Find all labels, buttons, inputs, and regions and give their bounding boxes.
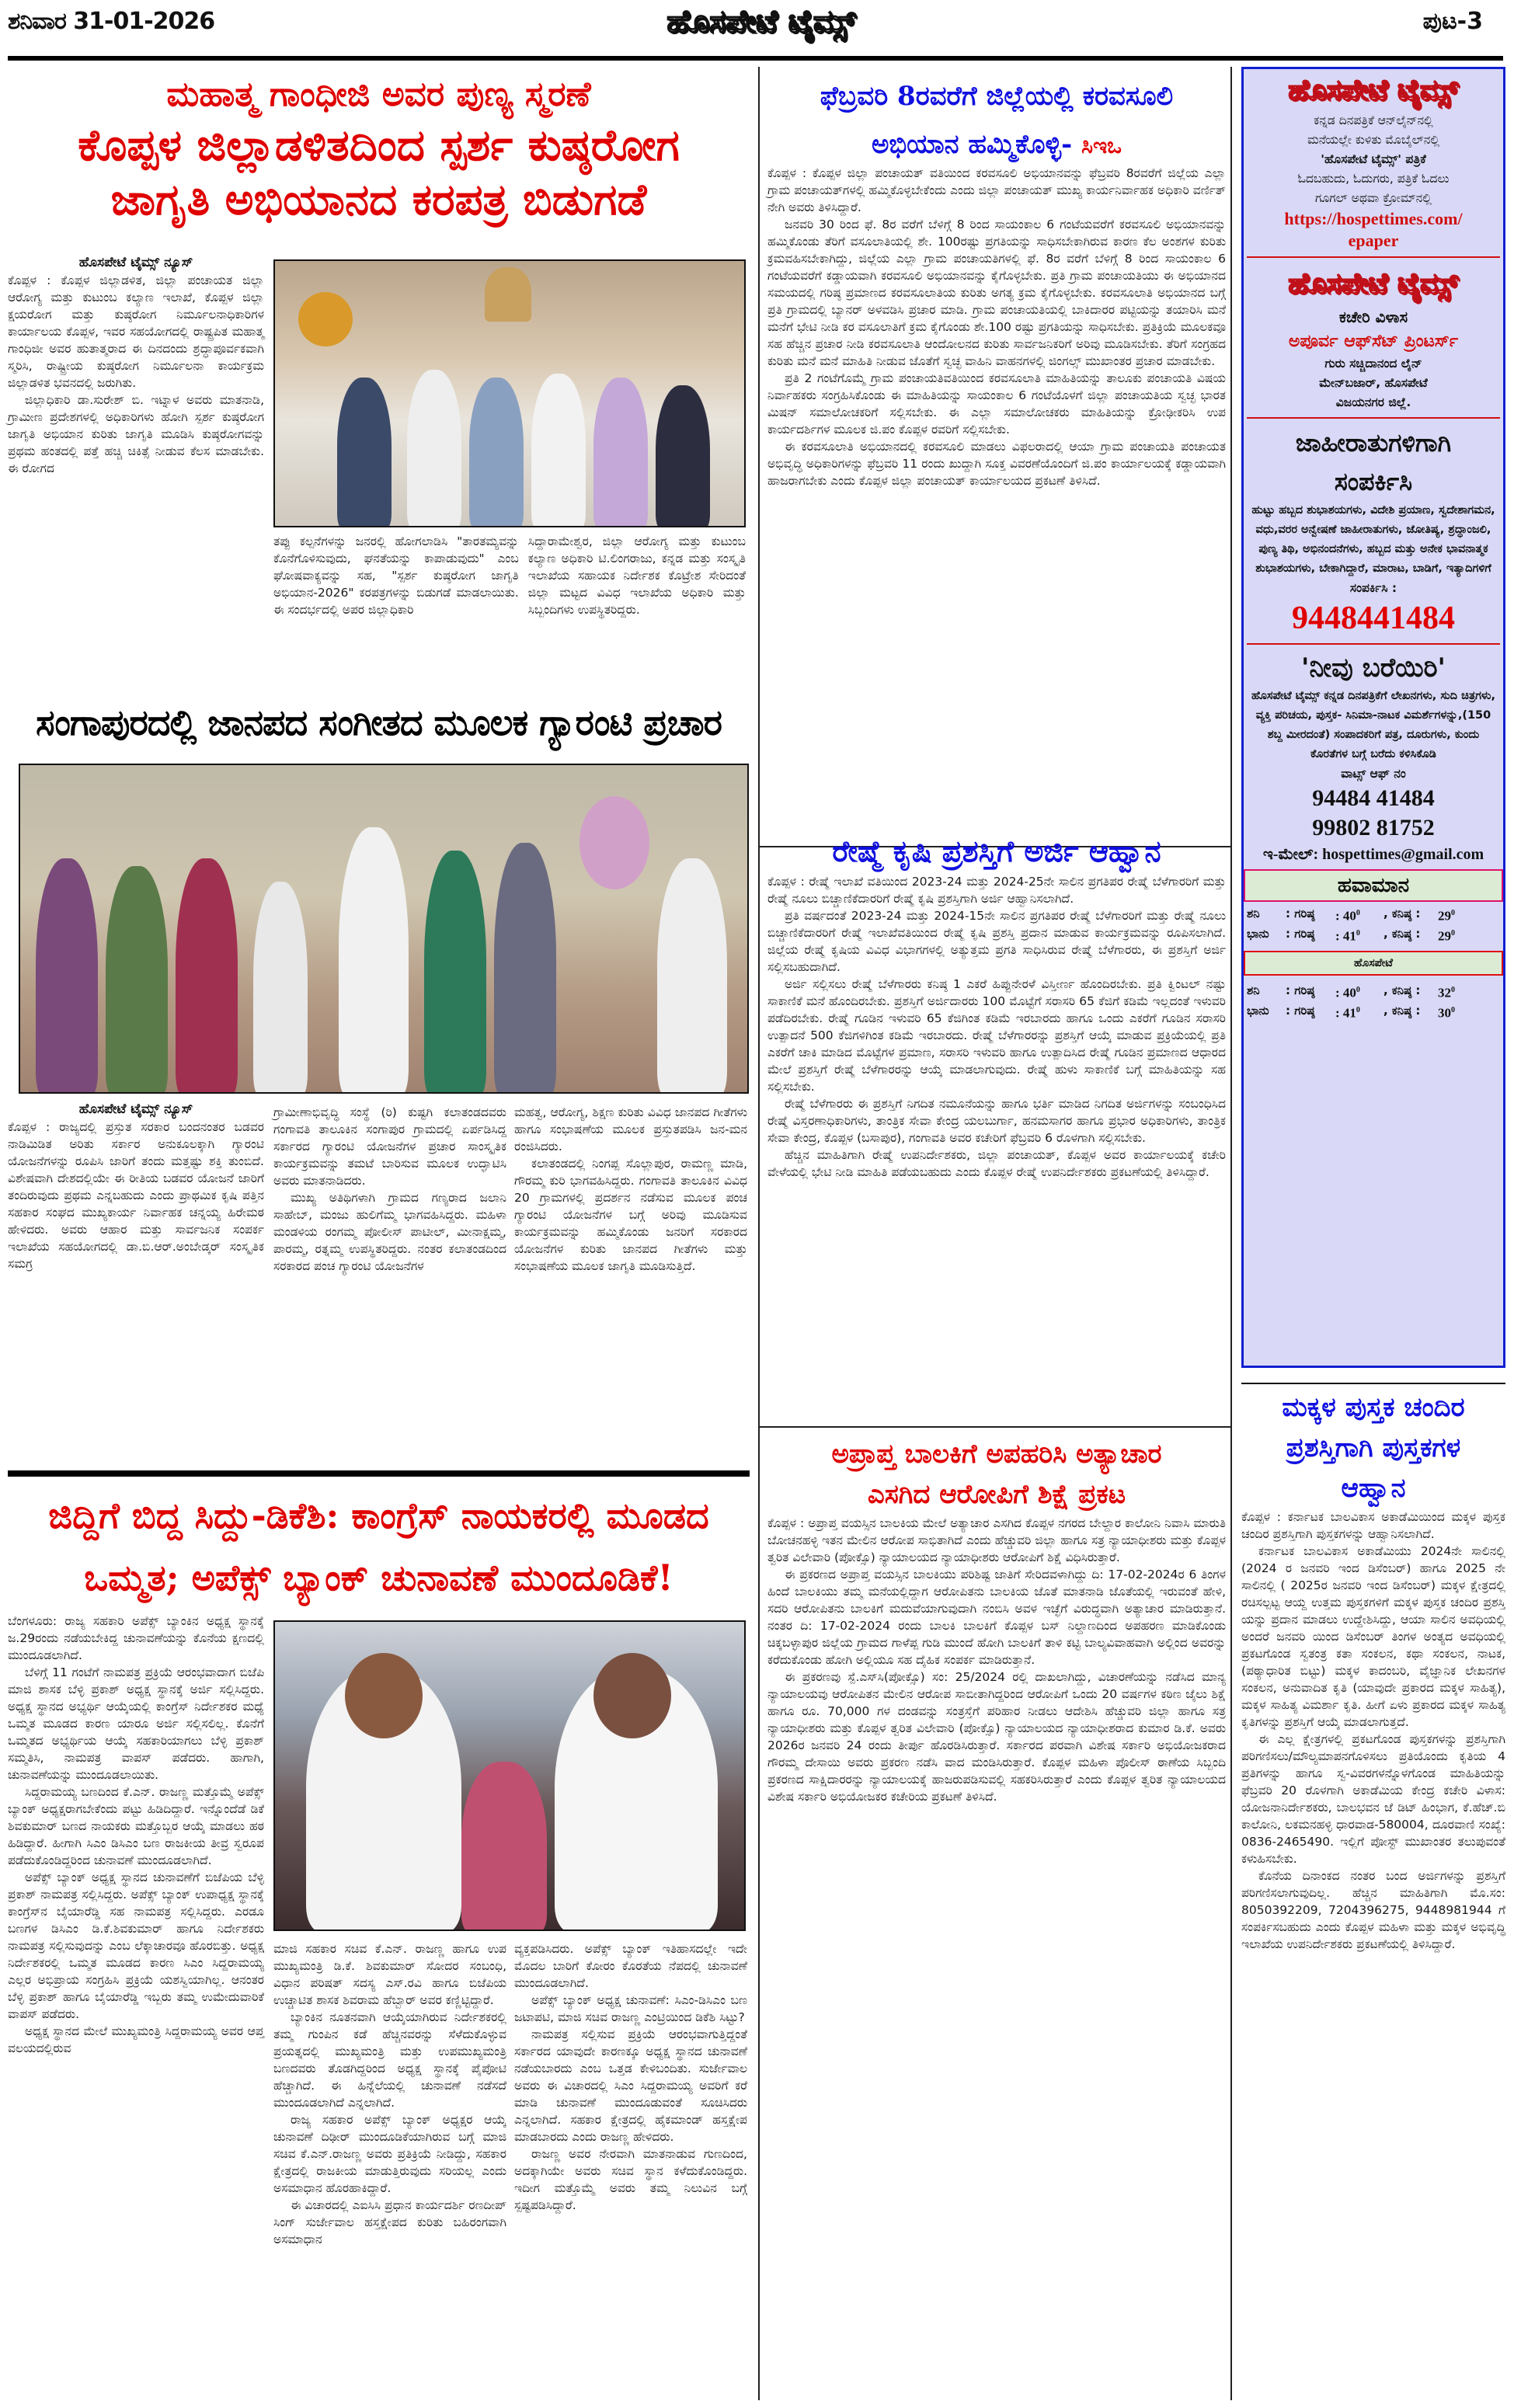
weather-max-value: : 40 (1335, 908, 1356, 924)
story-paragraph: ಈ ವಿಚಾರದಲ್ಲಿ ಎಐಸಿಸಿ ಪ್ರಧಾನ ಕಾರ್ಯದರ್ಶಿ ರಣದೀಪ್ ಸಿಂಗ್ ಸುರ್ಜೇವಾಲ ಹಸ್ತಕ್ಷೇಪದ ಕುರಿತು ಬಹಿರಂಗವಾಗಿ ಅಸಮಾಧಾನ (273, 2198, 506, 2246)
headline-tag: ಸಿಇಒ (1081, 133, 1122, 158)
degree-sign: 0 (1356, 986, 1360, 995)
story-column (8, 1613, 264, 2057)
weather-row (1244, 905, 1503, 925)
story-photo (273, 259, 746, 527)
story-column (514, 1940, 747, 2214)
section-rule (8, 1474, 750, 1477)
story-paragraph: ಸಿದ್ದಾರಾಮೇಶ್ವರ, ಜಿಲ್ಲಾ ಆರೋಗ್ಯ ಮತ್ತು ಕುಟುಂಬ ಕಲ್ಯಾಣ ಅಧಿಕಾರಿ ಟಿ.ಲಿಂಗರಾಜು, ಕನ್ನಡ ಮತ್ತು ಸಂಸ್ಕೃತಿ ಇಲಾಖೆಯ ಸಹಾಯಕ ನಿರ್ದೇಶಕ ಕೊಟ್ರೇಶ ಸೇರಿದಂತೆ ಜಿಲ್ಲಾ ಮಟ್ಟದ ವಿವಿಧ ಇಲಾಖೆಯ ಅಧಿಕಾರಿ ಮತ್ತು ಸಿಬ್ಬಂದಿಗಳು ಉಪಸ್ಥಿತರಿದ್ದರು. (527, 534, 746, 617)
story-photo (19, 764, 749, 1094)
story-paragraph: ಕೊಪ್ಪಳ : ರಾಜ್ಯದಲ್ಲಿ ಪ್ರಸ್ತುತ ಸರಕಾರ ಬಂದನಂತರ ಬಡವರ ನಾಡಿಮಿಡಿತ ಅರಿತು ಸರ್ಕಾರ ಅನುಕೂಲಕ್ಕಾಗಿ ಗ್ಯಾರಂಟಿ ಯೋಜನೆಗಳನ್ನು ರೂಪಿಸಿ ಜಾರಿಗೆ ತಂದು ಮತ್ತಷ್ಟು ಶಕ್ತಿ ತುಂಬಿದೆ. ವಿಶೇಷವಾಗಿ ದೇಶದಲ್ಲಿಯೇ ಈ ರೀತಿಯ ಬಡವರ ಯೋಜನೆ ಜಾರಿಗೆ ತಂದಿರುವುದು ಪ್ರಥಮ ಎನ್ನಬಹುದು ಎಂದು ಪ್ರಾಥಮಿಕ ಕೃಷಿ ಪತ್ತಿನ ಸಹಕಾರ ಸಂಘದ ಮುಖ್ಯಕಾರ್ಯ ನಿರ್ವಾಹಕ ಚನ್ನಯ್ಯ ಹಿರೇಮಠ ಹೇಳಿದರು. ಅವರು ಆಹಾರ ಮತ್ತು ಸಾರ್ವಜನಿಕ ಸಂಪರ್ಕ ಇಲಾಖೆಯ ಸಹಯೋಗದಲ್ಲಿ ಡಾ.ಬಿ.ಆರ್.ಅಂಬೇಡ್ಕರ್ ಸಂಸ್ಕೃತಿಕ ಸಮಗ್ರ (8, 1120, 264, 1271)
story-headline: ಮಕ್ಕಳ ಪುಸ್ತಕ ಚಂದಿರ (1282, 1392, 1465, 1423)
ad-line: ಗೂಗಲ್ ಅಥವಾ ಕ್ರೋಮ್‌ನಲ್ಲಿ (1315, 191, 1432, 205)
address-line: ಗುರು ಸಚ್ಚಿದಾನಂದ ಲೈನ್ (1324, 357, 1422, 371)
story-paragraph: ಅಪೆಕ್ಸ್ ಬ್ಯಾಂಕ್ ಅಧ್ಯಕ್ಷ ಸ್ಥಾನದ ಚುನಾವಣೆಗೆ ಬಿಜೆಪಿಯ ಬೆಳ್ಳಿ ಪ್ರಕಾಶ್ ನಾಮಪತ್ರ ಸಲ್ಲಿಸಿದ್ದರು. ಅಪೆಕ್ಸ್ ಬ್ಯಾಂಕ್ ಉಪಾಧ್ಯಕ್ಷ ಸ್ಥಾನಕ್ಕೆ ಕಾಂಗ್ರೆಸ್‌ನ ಬೈಯಾರೆಡ್ಡಿ ಸಹ ನಾಮಪತ್ರ ಸಲ್ಲಿಸಿದ್ದರು. ಎರಡೂ ಬಣಗಳ ಡಿಸಿಎಂ ಡಿ.ಕೆ.ಶಿವಕುಮಾರ್ ಹಾಗೂ ನಿರ್ದೇಶಕರು ನಾಮಪತ್ರ ಸಲ್ಲಿಸುವುದನ್ನು ಎಂಬ ಲೆಕ್ಕಾಚಾರವೂ ಹೊರಬಿತ್ತು. ಅಧ್ಯಕ್ಷ ನಿರ್ದೇಶಕರಲ್ಲಿ ಒಮ್ಮತ ಮೂಡದ ಕಾರಣ ಸಿಎಂ ಸಿದ್ದರಾಮಯ್ಯ ಎಲ್ಲರ ಅಭಿಪ್ರಾಯ ಸಂಗ್ರಹಿಸಿ ಪ್ರಕ್ರಿಯೆ ಯಶಸ್ವಿಯಾಗಿಲ್ಲ. ಆನಂತರ ಬೆಳ್ಳಿ ಪ್ರಕಾಶ್ ಹಾಗೂ ಬೈಯಾರೆಡ್ಡಿ ಇಬ್ಬರು ತಮ್ಮ ಉಮೇದುವಾರಿಕೆ ವಾಪಸ್ ಪಡೆದರು. (8, 1870, 264, 2021)
story-headline: ಎಸಗಿದ ಆರೋಪಿಗೆ ಶಿಕ್ಷೆ ಪ್ರಕಟ (867, 1479, 1126, 1510)
photo-person (176, 858, 238, 1094)
story-paragraph: ಬೆಂಗಳೂರು: ರಾಜ್ಯ ಸಹಕಾರಿ ಅಪೆಕ್ಸ್ ಬ್ಯಾಂಕಿನ ಅಧ್ಯಕ್ಷ ಸ್ಥಾನಕ್ಕೆ ಜ.29ರಂದು ನಡೆಯಬೇಕಿದ್ದ ಚುನಾವಣೆಯನ್ನು ಕೊನೆಯ ಕ್ಷಣದಲ್ಲಿ ಮುಂದೂಡಲಾಗಿದೆ. (8, 1614, 264, 1662)
story-headline: ರೇಷ್ಮೆ ಕೃಷಿ ಪ್ರಶಸ್ತಿಗೆ ಅರ್ಜಿ ಆಹ್ವಾನ (832, 833, 1161, 868)
weather-row (1244, 1002, 1503, 1022)
masthead (0, 0, 1514, 61)
story-headline: ಕೊಪ್ಪಳ ಜಿಲ್ಲಾಡಳಿತದಿಂದ ಸ್ಪರ್ಶ ಕುಷ್ಠರೋಗ (78, 120, 680, 171)
weather-max-label: : ಗರಿಷ್ಠ (1286, 906, 1315, 920)
story-paragraph: ತಪ್ಪು ಕಲ್ಪನೆಗಳನ್ನು ಜನರಲ್ಲಿ ಹೋಗಲಾಡಿಸಿ "ತಾರತಮ್ಯವನ್ನು ಕೊನೆಗೊಳಿಸುವುದು, ಘನತೆಯನ್ನು ಕಾಪಾಡುವುದು" ಎಂಬ ಘೋಷವಾಕ್ಯವನ್ನು ಸಹ, "ಸ್ಪರ್ಶ ಕುಷ್ಠರೋಗ ಜಾಗೃತಿ ಅಭಿಯಾನ-2026" ಕರಪತ್ರಗಳನ್ನು ಬಿಡುಗಡೆ ಮಾಡಲಾಯಿತು. ಈ ಸಂದರ್ಭದಲ್ಲಿ ಅಪರ ಜಿಲ್ಲಾಧಿಕಾರಿ (273, 534, 519, 617)
story-paragraph: ಕೊಪ್ಪಳ : ಕರ್ನಾಟಕ ಬಾಲವಿಕಾಸ ಅಕಾಡೆಮಿಯಿಂದ ಮಕ್ಕಳ ಪುಸ್ತಕ ಚಂದಿರ ಪ್ರಶಸ್ತಿಗಾಗಿ ಪುಸ್ತಕಗಳನ್ನು ಆಹ್ವಾನಿಸಲಾಗಿದೆ. (1241, 1510, 1505, 1541)
photo-person (253, 882, 308, 1094)
story-apex-bank (8, 1482, 750, 2399)
story-columns (273, 533, 746, 618)
story-column (273, 1940, 506, 2248)
printer-name: ಅಪೂರ್ವ ಆಫ್‌ಸೆಟ್ ಪ್ರಿಂಟರ್ಸ್ (1288, 332, 1459, 351)
story-paragraph: ರಾಜ್ಯ ಸಹಕಾರ ಅಪೆಕ್ಸ್ ಬ್ಯಾಂಕ್ ಅಧ್ಯಕ್ಷರ ಆಯ್ಕೆ ಚುನಾವಣೆ ದಿಢೀರ್ ಮುಂದೂಡಿಕೆಯಾಗಿರುವ ಬಗ್ಗೆ ಮಾಜಿ ಸಚಿವ ಕೆ.ಎನ್.ರಾಜಣ್ಣ ಅವರು ಪ್ರತಿಕ್ರಿಯೆ ನೀಡಿದ್ದು, ಸಹಕಾರ ಕ್ಷೇತ್ರದಲ್ಲಿ ರಾಜಕೀಯ ಮಾಡುತ್ತಿರುವುದು ಸರಿಯಲ್ಲ ಎಂದು ಅಸಮಾಧಾನ ಹೊರಹಾಕಿದ್ದಾರೆ. (273, 2113, 506, 2195)
weather-min-label: , ಕನಿಷ್ಠ : (1383, 983, 1421, 998)
photo-face (345, 1653, 423, 1738)
epaper-link[interactable]: epaper (1348, 231, 1399, 250)
story-paragraph: ಕರ್ನಾಟಕ ಬಾಲವಿಕಾಸ ಅಕಾಡೆಮಿಯು 2024ನೇ ಸಾಲಿನಲ್ಲಿ (2024 ರ ಜನವರಿ ಇಂದ ಡಿಸೆಂಬರ್) ಹಾಗೂ 2025 ನೇ ಸಾಲಿನಲ್ಲಿ ( 2025ರ ಜನವರಿ ಇಂದ ಡಿಸೆಂಬರ್) ಮಕ್ಕಳ ಕ್ಷೇತ್ರದಲ್ಲಿ ರಚಿಸಲ್ಪಟ್ಟ ಆಯ್ದ ಉತ್ತಮ ಪುಸ್ತಕಗಳಿಗೆ ಮಕ್ಕಳ ಪುಸ್ತಕ ಚಂದಿರ ಪ್ರಶಸ್ತಿ ಯನ್ನು ಪ್ರದಾನ ಮಾಡಲು ಉದ್ದೇಶಿಸಿದ್ದು, ಆಯಾ ಸಾಲಿನ ಅವಧಿಯಲ್ಲಿ ಅಂದರೆ ಜನವರಿ ಯಿಂದ ಡಿಸೆಂಬರ್ ತಿಂಗಳ ಅಂತ್ಯದ ಅವಧಿಯಲ್ಲಿ ಪ್ರಕಟಗೊಂಡ ಸ್ವತಂತ್ರ ಕತಾ ಸಂಕಲನ, ಕಥಾ ಸಂಕಲನ, ನಾಟಕ, (ಪಠ್ಯಾಧಾರಿತ ಬಿಟ್ಟು) ಮಕ್ಕಳ ಕಾದಂಬರಿ, ವೈಜ್ಞಾನಿಕ ಲೇಖನಗಳ ಸಂಕಲನ, ಅನುವಾದಿತ ಕೃತಿ (ಯಾವುದೇ ಪ್ರಕಾರದ ಮಕ್ಕಳ ಸಾಹಿತ್ಯ), ಮಕ್ಕಳ ಸಾಹಿತ್ಯ ವಿಮರ್ಶಾ ಕೃತಿ. ಹೀಗೆ ಏಳು ಪ್ರಕಾರದ ಮಕ್ಕಳ ಸಾಹಿತ್ಯ ಕೃತಿಗಳನ್ನು ಪ್ರಶಸ್ತಿಗೆ ಆಯ್ಕೆ ಮಾಡಲಾಗುತ್ತದೆ. (1241, 1544, 1505, 1729)
middle-column (758, 67, 1232, 2400)
photo-person (36, 858, 98, 1094)
degree-sign: 0 (1451, 928, 1455, 938)
degree-sign: 0 (1356, 928, 1360, 938)
degree-sign: 0 (1356, 909, 1360, 917)
story-paragraph: ಬೆಳಿಗ್ಗೆ 11 ಗಂಟೆಗೆ ನಾಮಪತ್ರ ಪ್ರಕ್ರಿಯೆ ಆರಂಭವಾದಾಗ ಬಿಜೆಪಿ ಮಾಜಿ ಶಾಸಕ ಬೆಳ್ಳಿ ಪ್ರಕಾಶ್ ಅಧ್ಯಕ್ಷ ಸ್ಥಾನಕ್ಕೆ ಅರ್ಜಿ ಸಲ್ಲಿಸಿದ್ದರು. ಅಧ್ಯಕ್ಷ ಸ್ಥಾನದ ಅಭ್ಯರ್ಥಿ ಆಯ್ಕೆಯಲ್ಲಿ ಕಾಂಗ್ರೆಸ್ ನಿರ್ದೇಶಕರ ಮಧ್ಯೆ ಒಮ್ಮತ ಮೂಡದ ಕಾರಣ ಯಾರೂ ಅರ್ಜಿ ಸಲ್ಲಿಸಲಿಲ್ಲ. ಕೊನೆಗೆ ಒಮ್ಮತದ ಅಭ್ಯರ್ಥಿಯ ಆಯ್ಕೆ ಸಹಕಾರಿಯಾಗಲು ಬೆಳ್ಳಿ ಪ್ರಕಾಶ್ ಸಮ್ಮತಿಸಿ, ನಾಮಪತ್ರ ವಾಪಸ್ ಪಡೆದರು. ಹಾಗಾಗಿ, ಚುನಾವಣೆಯನ್ನು ಮುಂದೂಡಲಾಯಿತು. (8, 1665, 264, 1782)
story-pocso-verdict (767, 1434, 1226, 1805)
ad-line: ಕನ್ನಡ ದಿನಪತ್ರಿಕೆ ಆನ್‌ಲೈನ್‌ನಲ್ಲಿ (1314, 113, 1433, 127)
weather-min (1438, 1002, 1455, 1022)
story-paragraph: ಗ್ರಾಮೀಣಾಭಿವೃದ್ಧಿ ಸಂಸ್ಥೆ (ರಿ) ಕುಷ್ಟಗಿ ಕಲಾತಂಡದವರು ಗಂಗಾವತಿ ತಾಲೂಕಿನ ಸಂಗಾಪುರ ಗ್ರಾಮದಲ್ಲಿ ಏರ್ಪಡಿಸಿದ್ದ ಸರ್ಕಾರದ ಗ್ಯಾರಂಟಿ ಯೋಜನೆಗಳ ಪ್ರಚಾರ ಸಾಂಸ್ಕೃತಿಕ ಕಾರ್ಯಕ್ರಮವನ್ನು ತಮಟೆ ಬಾರಿಸುವ ಮೂಲಕ ಉದ್ಘಾಟಿಸಿ ಅವರು ಮಾತನಾಡಿದರು. (273, 1105, 506, 1188)
photo-person (461, 1762, 547, 1931)
story-paragraph: ಕೊಪ್ಪಳ : ಕೊಪ್ಪಳ ಜಿಲ್ಲಾ ಪಂಚಾಯತ್ ವತಿಯಿಂದ ಕರವಸೂಲಿ ಅಭಿಯಾನವನ್ನು ಫೆಬ್ರವರಿ 8ರವರೆಗೆ ಜಿಲ್ಲೆಯ ಎಲ್ಲಾ ಗ್ರಾಮ ಪಂಚಾಯತ್‌ಗಳಲ್ಲಿ ಹಮ್ಮಿಕೊಳ್ಳಬೇಕೆಂದು ಎಂದು ಜಿಲ್ಲಾ ಪಂಚಾಯತ್ ಮುಖ್ಯ ಕಾರ್ಯನಿರ್ವಾಹಕ ಅಧಿಕಾರಿ ವರ್ಣಿತ್ ನೇಗಿ ಅವರು ತಿಳಿಸಿದ್ದಾರೆ. (767, 166, 1226, 214)
story-headline: ಪ್ರಶಸ್ತಿಗಾಗಿ ಪುಸ್ತಕಗಳ (1286, 1432, 1461, 1463)
ad-line: ಮನೆಯಲ್ಲೇ ಕುಳಿತು ಮೊಬೈಲ್‌ನಲ್ಲಿ (1307, 133, 1440, 147)
photo-person (656, 385, 710, 527)
weather-min-value: 30 (1438, 1005, 1451, 1021)
write-to-us-title: 'ನೀವು ಬರೆಯಿರಿ' (1301, 652, 1446, 684)
weather-min-label: , ಕನಿಷ್ಠ : (1383, 1003, 1421, 1018)
whatsapp-phone[interactable]: 99802 81752 (1312, 815, 1435, 840)
story-headline: ಫೆಬ್ರವರಿ 8ರವರೆಗೆ ಜಿಲ್ಲೆಯಲ್ಲಿ ಕರವಸೂಲಿ (820, 81, 1174, 112)
ad-divider (1247, 417, 1500, 419)
story-paragraph: ಹೆಚ್ಚಿನ ಮಾಹಿತಿಗಾಗಿ ರೇಷ್ಮೆ ಉಪನಿರ್ದೇಶಕರು, ಜಿಲ್ಲಾ ಪಂಚಾಯತ್, ಕೊಪ್ಪಳ ಅವರ ಕಾರ್ಯಾಲಯಕ್ಕೆ ಕಚೇರಿ ವೇಳೆಯಲ್ಲಿ ಭೇಟಿ ನೀಡಿ ಮಾಹಿತಿ ಪಡೆಯಬಹುದು ಎಂದು ಕೊಪ್ಪಳ ರೇಷ್ಮೆ ಉಪನಿರ್ದೇಶಕರು ಪ್ರಕಟಣೆಯಲ್ಲಿ ತಿಳಿಸಿದ್ದಾರೆ. (767, 1148, 1226, 1179)
byline: ಹೊಸಪೇಟೆ ಟೈಮ್ಸ್ ನ್ಯೂಸ್ (78, 255, 193, 270)
weather-day: ಭಾನು (1247, 926, 1269, 941)
ads-title: ಸಂಪರ್ಕಿಸಿ (1334, 467, 1413, 496)
byline: ಹೊಸಪೇಟೆ ಟೈಮ್ಸ್ ನ್ಯೂಸ್ (78, 1101, 193, 1117)
weather-min (1438, 982, 1455, 1002)
weather-max (1335, 1002, 1383, 1022)
story-paragraph: ಪ್ರತಿ ವರ್ಷದಂತೆ 2023-24 ಮತ್ತು 2024-15ನೇ ಸಾಲಿನ ಪ್ರಗತಿಪರ ರೇಷ್ಮೆ ಬೆಳೆಗಾರರಿಗೆ ಮತ್ತು ರೇಷ್ಮೆ ನೂಲು ಬಿಚ್ಚಾಣಿಕೆದಾರರಿಗೆ ರೇಷ್ಮೆ ಇಲಾಖೆವತಿಯಿಂದ ರೇಷ್ಮೆ ಕೃಷಿ ಪ್ರಶಸ್ತಿ ಪ್ರದಾನ ಮಾಡುವ ಕಾರ್ಯಕ್ರಮವನ್ನು ರೂಪಿಸಲಾಗಿದೆ. ಜಿಲ್ಲೆಯ ರೇಷ್ಮೆ ಕೃಷಿಯ ವಿವಿಧ ವಿಭಾಗಗಳಲ್ಲಿ ಅತ್ಯುತ್ತಮ ಪ್ರಗತಿ ಸಾಧಿಸಿರುವ ರೇಷ್ಮೆ ಬೆಳೆಗಾರರು, ಈ ಪ್ರಶಸ್ತಿಗೆ ಅರ್ಜಿ ಸಲ್ಲಿಸಬಹುದಾಗಿದೆ. (767, 909, 1226, 974)
photo-person (424, 851, 486, 1094)
weather-min (1438, 925, 1455, 945)
weather-max-value: : 41 (1335, 1005, 1356, 1021)
photo-person (106, 866, 168, 1094)
weather-min-value: 32 (1438, 985, 1451, 1000)
section-rule (760, 1426, 1230, 1428)
story-paragraph: ಅಧ್ಯಕ್ಷ ಸ್ಥಾನದ ಮೇಲೆ ಮುಖ್ಯಮಂತ್ರಿ ಸಿದ್ದರಾಮಯ್ಯ ಅವರ ಆಪ್ತ ವಲಯದಲ್ಲಿರುವ (8, 2024, 264, 2055)
office-label: ಕಚೇರಿ ವಿಳಾಸ (1338, 308, 1408, 326)
degree-sign: 0 (1451, 986, 1455, 995)
story-paragraph: ಜನವರಿ 30 ರಿಂದ ಫೆ. 8ರ ವರೆಗೆ ಬೆಳಿಗ್ಗೆ 8 ರಿಂದ ಸಾಯಂಕಾಲ 6 ಗಂಟೆಯವರೆಗೆ ಕರವಸೂಲಿ ಅಭಿಯಾನವನ್ನು ಹಮ್ಮಿಕೊಂಡು ತೆರಿಗೆ ವಸೂಲಾತಿಯಲ್ಲಿ ಶೇ. 100ರಷ್ಟು ಪ್ರಗತಿಯನ್ನು ಸಾಧಿಸಬೇಕಾಗಿರುವ ಕಾರಣ ಕೆಲ ಅಂಶಗಳ ಕುರಿತು ಕ್ರಮವಹಿಸಬೇಕಾಗಿದ್ದು, ಜಿಲ್ಲೆಯ ಎಲ್ಲಾ ಗ್ರಾಮ ಪಂಚಾಯತಿಗಳಲ್ಲಿ ಫೆ. 8ರ ವರೆಗೆ ಬೆಳಿಗ್ಗೆ 8 ರಿಂದ ಸಾಯಂಕಾಲ 6 ಗಂಟೆಯವರೆಗೆ ಕಡ್ಡಾಯವಾಗಿ ಕರವಸೂಲಿ ಅಭಿಯಾನವನ್ನು ಕೈಗೊಳ್ಳಬೇಕು. ಪ್ರತಿ ಗ್ರಾಮ ಪಂಚಾಯತಿಯು ಈ ಅಭಿಯಾನದ ಸಮಯದಲ್ಲಿ ಗರಿಷ್ಠ ಪ್ರಮಾಣದ ಕರವಸೂಲಾತಿಯ ಕುರಿತು ಅಗತ್ಯ ಕ್ರಮ ಕೈಗೊಳ್ಳಬೇಕು. ಕರವಸೂಲಾತಿ ಅಭಿಯಾನದ ಬಗ್ಗೆ ಪ್ರತಿ ಗ್ರಾಮದಲ್ಲಿ ಬ್ಯಾನರ್ ಅಳವಡಿಸಿ ಪ್ರಚಾರ ಮಾಡಿ. ಗ್ರಾಮ ಪಂಚಾಯತಿಯಲ್ಲಿ ಬಾಕಿದಾರರ ಪಟ್ಟಿಯನ್ನು ತಯಾರಿಸಿ ಮನೆ ಮನೆಗೆ ಭೇಟಿ ನೀಡಿ ಕರ ವಸೂಲಾತಿಗೆ ಕ್ರಮ ಕೈಗೊಂಡು ಶೇ.100 ರಷ್ಟು ಪ್ರಗತಿಯನ್ನು ಸಾಧಿಸಬೇಕು. ಪ್ರತಿಕ್ರಿಯೆ ಮೂಲಕವೂ ಸಹ ಹೆಚ್ಚಿನ ಪ್ರಚಾರ ನೀಡಿ ಕರವಸೂಲಾತಿ ಆಂದೋಲನದ ಕುರಿತು ಸಾರ್ವಜನಿಕರಿಗೆ ಅರಿವು ಮೂಡಿಸಬೇಕು. ತೆರಿಗೆ ಸಂಗ್ರಹದ ಕುರಿತು ಮನೆ ಮನೆ ಮಾಹಿತಿ ನೀಡುವ ಜೊತೆಗೆ ಸ್ವಚ್ಛ ವಾಹಿನಿ ವಾಹನಗಳಲ್ಲಿ ಜಿಂಗಲ್ಸ್ ಮುಖಾಂತರ ಪ್ರಚಾರ ಮಾಡಬೇಕು. (767, 217, 1226, 368)
weather-day: ಶನಿ (1247, 906, 1260, 920)
brand-logo: ಹೊಸಪೇಟೆ ಟೈಮ್ಸ್ (1288, 74, 1459, 106)
story-paragraph: ಸಿದ್ದರಾಮಯ್ಯ ಬಣದಿಂದ ಕೆ.ಎನ್. ರಾಜಣ್ಣ ಮತ್ತೊಮ್ಮೆ ಅಪೆಕ್ಸ್ ಬ್ಯಾಂಕ್ ಅಧ್ಯಕ್ಷರಾಗಬೇಕೆಂದು ಪಟ್ಟು ಹಿಡಿದಿದ್ದಾರೆ. ಇನ್ನೊಂದೆಡೆ ಡಿಕೆ ಶಿವಕುಮಾರ್ ಬಣದ ನಾಯಕರು ಮತ್ತೊಬ್ಬರ ಆಯ್ಕೆ ಮಾಡಲು ಹಠ ಹಿಡಿದ್ದಾರೆ. ಹೀಗಾಗಿ ಸಿಎಂ ಡಿಸಿಎಂ ಬಣ ರಾಜಕೀಯ ತೀವ್ರ ಸ್ವರೂಪ ಪಡೆದುಕೊಂಡಿದ್ದರಿಂದ ಚುನಾವಣೆ ಮುಂದೂಡಲಾಗಿದೆ. (8, 1785, 264, 1867)
right-sidebar (1241, 67, 1505, 2400)
story-paragraph: ಕೊಪ್ಪಳ : ಕೊಪ್ಪಳ ಜಿಲ್ಲಾಡಳಿತ, ಜಿಲ್ಲಾ ಪಂಚಾಯತ ಜಿಲ್ಲಾ ಆರೋಗ್ಯ ಮತ್ತು ಕುಟುಂಬ ಕಲ್ಯಾಣ ಇಲಾಖೆ, ಕೊಪ್ಪಳ ಜಿಲ್ಲಾ ಕ್ಷಯರೋಗ ಮತ್ತು ಕುಷ್ಠರೋಗ ನಿರ್ಮೂಲನಾಧಿಕಾರಿಗಳ ಕಾರ್ಯಾಲಯ ಕೊಪ್ಪಳ, ಇವರ ಸಹಯೋಗದಲ್ಲಿ ರಾಷ್ಟ್ರಪಿತ ಮಹಾತ್ಮ ಗಾಂಧಿಜೀ ಅವರ ಹುತಾತ್ಮರಾದ ಈ ದಿನದಂದು ಶ್ರದ್ಧಾಪೂರ್ವಕವಾಗಿ ಸ್ಮರಿಸಿ, ರಾಷ್ಟ್ರೀಯ ಕುಷ್ಠರೋಗ ನಿರ್ಮೂಲನಾ ಕಾರ್ಯಕ್ರಮ ಜಿಲ್ಲಾಡಳಿತ ಭವನದಲ್ಲಿ ಜರುಗಿತು. (8, 273, 264, 390)
weather-max-label: : ಗರಿಷ್ಠ (1286, 926, 1315, 941)
ad-divider (1247, 256, 1500, 258)
weather-min (1438, 905, 1455, 925)
photo-person (593, 378, 648, 527)
story-paragraph: ರಾಜಣ್ಣ ಅವರ ನೇರವಾಗಿ ಮಾತನಾಡುವ ಗುಣದಿಂದ, ಅದಕ್ಕಾಗಿಯೇ ಅವರು ಸಚಿವ ಸ್ಥಾನ ಕಳೆದುಕೊಂಡಿದ್ದರು. ಇದೀಗ ಮತ್ತೊಮ್ಮೆ ಅವರು ತಮ್ಮ ನಿಲುವಿನ ಬಗ್ಗೆ ಸ್ಪಷ್ಟಪಡಿಸಿದ್ದಾರೆ. (514, 2147, 747, 2212)
contact-label: ಸಂಪರ್ಕಿಸಿ : (1349, 581, 1397, 595)
ads-phone[interactable]: 9448441484 (1292, 600, 1455, 636)
weather-min-value: 29 (1438, 928, 1451, 944)
brand-logo: ಹೊಸಪೇಟೆ ಟೈಮ್ಸ್ (1288, 267, 1459, 300)
weather-max (1335, 925, 1383, 945)
story-headline: ಜಾಗೃತಿ ಅಭಿಯಾನದ ಕರಪತ್ರ ಬಿಡುಗಡೆ (110, 174, 647, 225)
photo-banner (579, 796, 649, 889)
story-paragraph: ಅಪೆಕ್ಸ್ ಬ್ಯಾಂಕ್ ಅಧ್ಯಕ್ಷ ಚುನಾವಣೆ: ಸಿಎಂ-ಡಿಸಿಎಂ ಬಣ ಜಟಾಪಟಿ, ಮಾಜಿ ಸಚಿವ ರಾಜಣ್ಣ ಎಂಟ್ರಿಯಿಂದ ಡಿಕೆಶಿ ಸಿಟ್ಟು? (514, 1993, 747, 2024)
story-column (514, 1104, 747, 1275)
story-paragraph: ಈ ಪ್ರಕರಣದ ಅಪ್ರಾಪ್ತ ವಯಸ್ಸಿನ ಬಾಲಕಿಯು ಪರಿಶಿಷ್ಟ ಜಾತಿಗೆ ಸೇರಿದವಳಾಗಿದ್ದು ದಿ: 17-02-2024ರ 6 ತಿಂಗಳ ಹಿಂದೆ ಬಾಲಕಿಯು ತಮ್ಮ ಮನೆಯಲ್ಲಿದ್ದಾಗ ಆರೋಪಿತನು ಬಾಲಕಿಯ ಜೊತೆ ಮಾತನಾಡಿ ಜೊತೆಯಲ್ಲಿ ಇರುವಂತೆ ಹೇಳಿ, ಸದರಿ ಆರೋಪಿತನು ಬಾಲಕಿಗೆ ಮದುವೆಯಾಗುವುದಾಗಿ ನಂಬಿಸಿ ಅವಳ ಇಚ್ಛೆಗೆ ವಿರುದ್ಧವಾಗಿ ಅತ್ಯಾಚಾರ ಮಾಡಿರುತ್ತಾನೆ. ನಂತರ ದಿ: 17-02-2024 ರಂದು ಬಾಲಕಿ ಬಾಲಕಿಗೆ ಕೊಪ್ಪಳ ಬಸ್ ನಿಲ್ದಾಣದಿಂದ ಅಪಹರಣ ಮಾಡಿಕೊಂಡು ಚಿಕ್ಕಬಳ್ಳಾಪುರ ಜಿಲ್ಲೆಯ ಗ್ರಾಮದ ಗಾಳೆಪ್ಪ ಗುಡಿ ಮುಂದೆ ಹೋಗಿ ಬಾಲಕಿಗೆ ತಾಳಿ ಕಟ್ಟಿ ಬಾಲ್ಯವಿವಾಹವಾಗಿ ಅಲ್ಲಿಂದ ಅವರನ್ನು ಕರೆದುಕೊಂಡು ಹೋಗಿ ಅಲ್ಲಿಯೂ ಸಹ ದೈಹಿಕ ಸಂಪರ್ಕ ಮಾಡಿರುತ್ತಾನೆ. (767, 1568, 1226, 1667)
photo-face (593, 1653, 671, 1738)
photo-person (337, 378, 392, 527)
degree-sign: 0 (1356, 1005, 1360, 1014)
weather-city: ಹೊಸಪೇಟೆ (1244, 951, 1503, 976)
weather-max (1335, 905, 1383, 925)
story-kicker: ಮಹಾತ್ಮ ಗಾಂಧೀಜಿ ಅವರ ಪುಣ್ಯ ಸ್ಮರಣೆ (166, 75, 591, 114)
story-headline: ಆಹ್ವಾನ (1341, 1473, 1406, 1504)
weather-day: ಭಾನು (1247, 1003, 1269, 1018)
degree-sign: 0 (1451, 909, 1455, 917)
story-paragraph: ಈ ಪ್ರಕರಣವು ಸ್ಪೆ.ಎಸ್‌ಸಿ(ಪೋಕ್ಸೊ) ಸಂ: 25/2024 ರಲ್ಲಿ ದಾಖಲಾಗಿದ್ದು, ವಿಚಾರಣೆಯನ್ನು ನಡೆಸಿದ ಮಾನ್ಯ ನ್ಯಾಯಾಲಯವು ಆರೋಪಿತನ ಮೇಲಿನ ಆರೋಪ ಸಾಬೀತಾಗಿದ್ದರಿಂದ ಆರೋಪಿಗೆ ಒಂದು 20 ವರ್ಷಗಳ ಕಠಿಣ ಜೈಲು ಶಿಕ್ಷೆ ಹಾಗೂ ರೂ. 70,000 ಗಳ ದಂಡವನ್ನು ಸಂತ್ರಸ್ತೆಗೆ ಪರಿಹಾರ ನೀಡಲು ಆದೇಶಿಸಿ ಹೆಚ್ಚುವರಿ ಜಿಲ್ಲಾ ಹಾಗೂ ಸತ್ರ ನ್ಯಾಯಾಧೀಶರು ಮತ್ತು ಕೊಪ್ಪಳ ತ್ವರಿತ ವಿಲೇವಾರಿ (ಪೋಕ್ಸೊ) ನ್ಯಾಯಾಲಯದ ನ್ಯಾಯಾಧೀಶರಾದ ಕುಮಾರ ಡಿ.ಕೆ. ಅವರು 2026ರ ಜನವರಿ 24 ರಂದು ತೀರ್ಪು ಹೊರಡಿಸಿರುತ್ತಾರೆ. ಸರ್ಕಾರದ ಪರವಾಗಿ ವಿಶೇಷ ಸರ್ಕಾರಿ ಅಭಿಯೋಜಕರಾದ ಗೌರಮ್ಮ ದೇಸಾಯಿ ಅವರು ಪ್ರಕರಣ ನಡೆಸಿ ವಾದ ಮಂಡಿಸಿರುತ್ತಾರೆ. ಕೊಪ್ಪಳ ಮಹಿಳಾ ಪೊಲೀಸ್ ಠಾಣೆಯ ಸಿಬ್ಬಂದಿ ಪ್ರಕರಣದ ಸಾಕ್ಷಿದಾರರನ್ನು ನ್ಯಾಯಾಲಯಕ್ಕೆ ಹಾಜರುಪಡಿಸುವಲ್ಲಿ ಸಹಕರಿಸಿರುತ್ತಾರೆ ಎಂದು ಕೊಪ್ಪಳ ತ್ವರಿತ ನ್ಯಾಯಾಲಯದ ವಿಶೇಷ ಸರ್ಕಾರಿ ಅಭಿಯೋಜಕರ ಕಚೇರಿಯ ಪ್ರಕಟಣೆ ತಿಳಿಸಿದೆ. (767, 1670, 1226, 1804)
weather-row (1244, 982, 1503, 1002)
sidebar-ad-box (1241, 67, 1505, 1368)
story-column (8, 1100, 264, 1272)
story-paragraph: ಮಾಜಿ ಸಹಕಾರ ಸಚಿವ ಕೆ.ಎನ್. ರಾಜಣ್ಣ ಹಾಗೂ ಉಪ ಮುಖ್ಯಮಂತ್ರಿ ಡಿ.ಕೆ. ಶಿವಕುಮಾರ್ ಸೋದರ ಸಂಬಂಧಿ, ವಿಧಾನ ಪರಿಷತ್ ಸದಸ್ಯ ಎಸ್.ರವಿ ಹಾಗೂ ಬಿಜೆಪಿಯ ಉಚ್ಚಾಟಿತ ಶಾಸಕ ಶಿವರಾಮ ಹೆಬ್ಬಾರ್ ಅವರ ಕಣ್ಣಿಟ್ಟಿದ್ದಾರೆ. (273, 1942, 506, 2007)
degree-sign: 0 (1451, 1005, 1455, 1014)
story-paragraph: ಬ್ಯಾಂಕಿನ ನೂತನವಾಗಿ ಆಯ್ಕೆಯಾಗಿರುವ ನಿರ್ದೇಶಕರಲ್ಲಿ ತಮ್ಮ ಗುಂಪಿನ ಕಡೆ ಹೆಚ್ಚಿನವರನ್ನು ಸೆಳೆದುಕೊಳ್ಳುವ ಪ್ರಯತ್ನದಲ್ಲಿ ಮುಖ್ಯಮಂತ್ರಿ ಮತ್ತು ಉಪಮುಖ್ಯಮಂತ್ರಿ ಬಣದವರು ತೊಡಗಿದ್ದರಿಂದ ಅಧ್ಯಕ್ಷ ಸ್ಥಾನಕ್ಕೆ ಪೈಪೋಟಿ ಹೆಚ್ಚಾಗಿದೆ. ಈ ಹಿನ್ನೆಲೆಯಲ್ಲಿ ಚುನಾವಣೆ ನಡೆಸದೆ ಮುಂದೂಡಲಾಗಿದೆ ಎನ್ನಲಾಗಿದೆ. (273, 2010, 506, 2110)
story-leprosy-campaign (8, 67, 750, 680)
story-column (273, 1104, 506, 1275)
story-headline (767, 126, 1226, 165)
photo-person (494, 843, 556, 1094)
weather-max-label: : ಗರಿಷ್ಠ (1286, 1003, 1315, 1018)
ad-divider (1247, 643, 1500, 645)
weather-row (1244, 925, 1503, 945)
story-silk-award (767, 813, 1226, 1181)
photo-emblem (485, 267, 531, 322)
story-paragraph: ಪ್ರತಿ 2 ಗಂಟೆಗೊಮ್ಮೆ ಗ್ರಾಮ ಪಂಚಾಯತಿವತಿಯಿಂದ ಕರವಸೂಲಾತಿ ಮಾಹಿತಿಯನ್ನು ತಾಲೂಕು ಪಂಚಾಯತಿ ವಿಷಯ ನಿರ್ವಾಹಕರು ಸಂಗ್ರಹಿಸಿಕೊಂಡು ಈ ಮಾಹಿತಿಯನ್ನು ಸಾಯಂಕಾಲ 6 ಗಂಟೆಯೊಳಗೆ ಜಿಲ್ಲಾ ಪಂಚಾಯತಿಯ ಸ್ವಚ್ಛ ಭಾರತ ಮಿಷನ್ ಸಮಾಲೋಚಕರಿಗೆ ಸಲ್ಲಿಸಬೇಕು. ಈ ಎಲ್ಲಾ ಸಮಾಲೋಚಕರು ಮಾಹಿತಿಯನ್ನು ಕ್ರೋಢೀಕರಿಸಿ ಉಪ ಕಾರ್ಯದರ್ಶಿಗಳ ಮೂಲಕ ಜಿ.ಪಂ ಕೊಪ್ಪಳ ರವರಿಗೆ ಸಲ್ಲಿಸಬೇಕು. (767, 371, 1226, 437)
photo-emblem (298, 292, 353, 346)
story-headline: ಅಪ್ರಾಪ್ತ ಬಾಲಕಿಗೆ ಅಪಹರಿಸಿ ಅತ್ಯಾಚಾರ (831, 1439, 1162, 1470)
story-paragraph: ಕಲಾತಂಡದಲ್ಲಿ ನಿಂಗಪ್ಪ ಸೊಲ್ಲಾಪುರ, ರಾಮಣ್ಣ ಮಾಡಿ, ಗೌರಮ್ಮ ಕುರಿ ಭಾಗವಹಿಸಿದ್ದರು. ಗಂಗಾವತಿ ತಾಲೂಕಿನ ವಿವಿಧ 20 ಗ್ರಾಮಗಳಲ್ಲಿ ಪ್ರದರ್ಶನ ನಡೆಸುವ ಮೂಲಕ ಪಂಚ ಗ್ಯಾರಂಟಿ ಯೋಜನೆಗಳ ಬಗ್ಗೆ ಅರಿವು ಮೂಡಿಸುವ ಕಾರ್ಯಕ್ರಮವನ್ನು ಹಮ್ಮಿಕೊಂಡು ಜನರಿಗೆ ಸರಕಾರದ ಯೋಜನೆಗಳ ಕುರಿತು ಜಾನಪದ ಗೀತೆಗಳು ಮತ್ತು ಸಂಭಾಷಣೆಯ ಮೂಲಕ ಜಾಗೃತಿ ಮೂಡಿಸುತ್ತಿದೆ. (514, 1157, 747, 1273)
weather-max-label: : ಗರಿಷ್ಠ (1286, 983, 1315, 998)
ad-line: ಓದಬಹುದು, ಓದುಗರು, ಪತ್ರಿಕೆ ಓದಲು (1297, 172, 1450, 186)
story-headline: ಒಮ್ಮತ; ಅಪೆಕ್ಸ್ ಬ್ಯಾಂಕ್ ಚುನಾವಣೆ ಮುಂದೂಡಿಕೆ! (84, 1557, 673, 1599)
page-number: ಪುಟ-3 (1422, 8, 1483, 35)
left-column (8, 67, 750, 2400)
story-paragraph: ವ್ಯಕ್ತಪಡಿಸಿದರು. ಅಪೆಕ್ಸ್ ಬ್ಯಾಂಕ್ ಇತಿಹಾಸದಲ್ಲೇ ಇದೇ ಮೊದಲ ಬಾರಿಗೆ ಕೋರಂ ಕೊರತೆಯ ನೆಪದಲ್ಲಿ ಚುನಾವಣೆ ಮುಂದೂಡಲಾಗಿದೆ. (514, 1942, 747, 1990)
headline-text: ಅಭಿಯಾನ ಹಮ್ಮಿಕೊಳ್ಳಿ- (872, 129, 1073, 160)
newspaper-title: ಹೊಸಪೇಟೆ ಟೈಮ್ಸ್ (667, 3, 856, 40)
story-photo (273, 1620, 746, 1931)
weather-max-value: : 40 (1335, 985, 1356, 1000)
story-paragraph: ಮುಖ್ಯ ಅತಿಥಿಗಳಾಗಿ ಗ್ರಾಮದ ಗಣ್ಯರಾದ ಜಲಾನಿ ಸಾಹೇಬ್, ಮಂಜು ಹುಲಿಗೆಮ್ಮ ಭಾಗವಹಿಸಿದ್ದರು. ಮಹಿಳಾ ಮಂಡಳಿಯ ರಂಗಮ್ಮ ಪೋಲೀಸ್ ಪಾಟೀಲ್, ಮೀನಾಕ್ಷಮ್ಮ, ಪಾರಮ್ಮ, ರತ್ನಮ್ಮ ಉಪಸ್ಥಿತರಿದ್ದರು. ನಂತರ ಕಲಾತಂಡದಿಂದ ಸರಕಾರದ ಪಂಚ ಗ್ಯಾರಂಟಿ ಯೋಜನೆಗಳ (273, 1191, 506, 1273)
story-paragraph: ಈ ಎಲ್ಲ ಕ್ಷೇತ್ರಗಳಲ್ಲಿ ಪ್ರಕಟಗೊಂಡ ಪುಸ್ತಕಗಳನ್ನು ಪ್ರಶಸ್ತಿಗಾಗಿ ಪರಿಗಣಿಸಲು/ಮೌಲ್ಯಮಾಪನಗೊಳಿಸಲು ಪ್ರತಿಯೊಂದು ಕೃತಿಯ 4 ಪ್ರತಿಗಳನ್ನು ಹಾಗೂ ಸ್ವ-ವಿವರಗಳನ್ನೊಳಗೊಂಡ ಮಾಹಿತಿಯನ್ನು ಫೆಬ್ರವರಿ 20 ರೊಳಗಾಗಿ ಅಕಾಡೆಮಿಯ ಕೇಂದ್ರ ಕಚೇರಿ ವಿಳಾಸ: ಯೋಜನಾನಿರ್ದೇಶಕರು, ಬಾಲಭವನ ಜೆ ಡಿಟ್ ಹಿಂಭಾಗ, ಕೆ.ಹೆಚ್.ಬಿ ಕಾಲೋನಿ, ಲಕಮನಹಳ್ಳಿ ಧಾರವಾಡ-580004, ದೂರವಾಣಿ ಸಂಖ್ಯೆ: 0836-2465490. ಇಲ್ಲಿಗೆ ಪೋಸ್ಟ್ ಮುಖಾಂತರ ತಲುಪುವಂತೆ ಕಳುಹಿಸಬೇಕು. (1241, 1732, 1505, 1866)
photo-person (657, 858, 727, 1094)
story-paragraph: ಮಹತ್ವ, ಆರೋಗ್ಯ, ಶಿಕ್ಷಣ ಕುರಿತು ವಿವಿಧ ಜಾನಪದ ಗೀತೆಗಳು ಹಾಗೂ ಸಂಭಾಷಣೆಯ ಮೂಲಕ ಪ್ರಸ್ತುತಪಡಿಸಿ ಜನ-ಮನ ರಂಜಿಸಿದರು. (514, 1105, 747, 1154)
address-line: ಮೇನ್‌ಬಜಾರ್, ಹೊಸಪೇಟೆ (1319, 376, 1428, 390)
whatsapp-phone[interactable]: 94484 41484 (1312, 785, 1435, 811)
story-paragraph: ಜಿಲ್ಲಾಧಿಕಾರಿ ಡಾ.ಸುರೇಶ್ ಬಿ. ಇಟ್ನಾಳ ಅವರು ಮಾತನಾಡಿ, ಗ್ರಾಮೀಣ ಪ್ರದೇಶಗಳಲ್ಲಿ ಅಧಿಕಾರಿಗಳು ಹೋಗಿ ಸ್ಪರ್ಶ ಕುಷ್ಠರೋಗ ಜಾಗೃತಿ ಅಭಿಯಾನ ಕುರಿತು ಜಾಗೃತಿ ಮೂಡಿಸಿ ಕುಷ್ಠರೋಗವನ್ನು ಪ್ರಥಮ ಹಂತದಲ್ಲಿ ಪತ್ತೆ ಹಚ್ಚಿ ಚಿಕಿತ್ಸೆ ನೀಡುವ ಕೆಲಸ ಮಾಡಬೇಕು. ಈ ರೋಗದ (8, 393, 264, 475)
photo-person (407, 370, 461, 527)
story-paragraph: ಕೊನೆಯ ದಿನಾಂಕದ ನಂತರ ಬಂದ ಅರ್ಜಿಗಳನ್ನು ಪ್ರಶಸ್ತಿಗೆ ಪರಿಗಣಿಸಲಾಗುವುದಿಲ್ಲ. ಹೆಚ್ಚಿನ ಮಾಹಿತಿಗಾಗಿ ಮೊ.ಸಂ: 8050392209, 7204396275, 9448981944 ಗೆ ಸಂಪರ್ಕಿಸಬಹುದು ಎಂದು ಕೊಪ್ಪಳ ಮಹಿಳಾ ಮತ್ತು ಮಕ್ಕಳ ಅಭಿವೃದ್ಧಿ ಇಲಾಖೆಯ ಉಪನಿರ್ದೇಶಕರು ಪ್ರಕಟಣೆಯಲ್ಲಿ ತಿಳಿಸಿದ್ದಾರೆ. (1241, 1869, 1505, 1951)
photo-person (339, 827, 409, 1094)
masthead-rule (8, 56, 1503, 61)
weather-max-value: : 41 (1335, 928, 1356, 944)
write-to-us-body: ಹೊಸಪೇಟೆ ಟೈಮ್ಸ್ ಕನ್ನಡ ದಿನಪತ್ರಿಕೆಗೆ ಲೇಖನಗಳು, ಸುದಿ ಚಿತ್ರಗಳು, ವ್ಯಕ್ತಿ ಪರಿಚಯ, ಪುಸ್ತಕ- ಸಿನಿಮಾ-ನಾಟಕ ವಿಮರ್ಶೆಗಳನ್ನು,(150 ಶಬ್ದ ಮೀರದಂತೆ) ಸಂಪಾದಕರಿಗೆ ಪತ್ರ, ದೂರುಗಳು, ಕುಂದು ಕೊರತೆಗಳ ಬಗ್ಗೆ ಬರೆದು ಕಳಿಸಿಕೊಡಿ (1251, 690, 1495, 760)
story-paragraph: ನಾಮಪತ್ರ ಸಲ್ಲಿಸುವ ಪ್ರಕ್ರಿಯೆ ಆರಂಭವಾಗುತ್ತಿದ್ದಂತೆ ಸರ್ಕಾರದ ಯಾವುದೇ ಕಾರಣಕ್ಕೂ ಅಧ್ಯಕ್ಷ ಸ್ಥಾನದ ಚುನಾವಣೆ ನಡೆಯಬಾರದು ಎಂಬ ಒತ್ತಡ ಕೇಳಿಬಂದಿತು. ಸುರ್ಜೇವಾಲ ಅವರು ಈ ವಿಚಾರದಲ್ಲಿ ಸಿಎಂ ಸಿದ್ದರಾಮಯ್ಯ ಅವರಿಗೆ ಕರೆ ಮಾಡಿ ಚುನಾವಣೆ ಮುಂದೂಡುವಂತೆ ಸೂಚಿಸಿದರು ಎನ್ನಲಾಗಿದೆ. ಸಹಕಾರ ಕ್ಷೇತ್ರದಲ್ಲಿ ಹೈಕಮಾಂಡ್ ಹಸ್ತಕ್ಷೇಪ ಮಾಡಬಾರದು ಎಂದು ರಾಜಣ್ಣ ಹೇಳಿದರು. (514, 2027, 747, 2144)
address-line: ವಿಜಯನಗರ ಜಿಲ್ಲೆ. (1335, 395, 1411, 409)
epaper-link[interactable]: https://hospettimes.com/ (1284, 209, 1463, 228)
story-column (8, 253, 264, 477)
weather-max (1335, 982, 1383, 1002)
weather-title: ಹವಾಮಾನ (1244, 869, 1503, 902)
story-headline: ಜಿದ್ದಿಗೆ ಬಿದ್ದ ಸಿದ್ದು-ಡಿಕೆಶಿ: ಕಾಂಗ್ರೆಸ್ ನಾಯಕರಲ್ಲಿ ಮೂಡದ (48, 1495, 709, 1536)
story-paragraph: ಈ ಕರವಸೂಲಾತಿ ಅಭಿಯಾನದಲ್ಲಿ ಕರವಸೂಲಿ ಮಾಡಲು ವಿಫಲರಾದಲ್ಲಿ ಆಯಾ ಗ್ರಾಮ ಪಂಚಾಯತಿ ಪಂಚಾಯತ ಅಭಿವೃದ್ಧಿ ಅಧಿಕಾರಿಗಳನ್ನು ಫೆಬ್ರವರಿ 11 ರಂದು ಖುದ್ದಾಗಿ ಸೂಕ್ತ ವಿವರಣೆಯೊಂದಿಗೆ ಜಿ.ಪಂ ಕಾರ್ಯಾಲಯಕ್ಕೆ ಕಡ್ಡಾಯವಾಗಿ ಹಾಜರಾಗಬೇಕು ಎಂದು ಕೊಪ್ಪಳ ಜಿಲ್ಲಾ ಪಂಚಾಯತ್ ಕಾರ್ಯಾಲಯದ ಪ್ರಕಟಣೆ ತಿಳಿಸಿದೆ. (767, 440, 1226, 488)
weather-day: ಶನಿ (1247, 983, 1260, 998)
section-rule (1241, 1383, 1505, 1384)
ad-line: 'ಹೊಸಪೇಟೆ ಟೈಮ್ಸ್' ಪತ್ರಿಕೆ (1321, 152, 1426, 166)
story-guarantee-campaign (8, 684, 750, 1469)
story-headline: ಸಂಗಾಪುರದಲ್ಲಿ ಜಾನಪದ ಸಂಗೀತದ ಮೂಲಕ ಗ್ಯಾರಂಟಿ ಪ್ರಚಾರ (36, 701, 722, 743)
weather-min-label: , ಕನಿಷ್ಠ : (1383, 926, 1421, 941)
contact-email[interactable]: ಇ-ಮೇಲ್: hospettimes@gmail.com (1262, 846, 1484, 863)
weather-min-label: , ಕನಿಷ್ಠ : (1383, 906, 1421, 920)
ads-body: ಹುಟ್ಟು ಹಬ್ಬದ ಶುಭಾಶಯಗಳು, ವಿದೇಶಿ ಪ್ರಯಾಣ, ಸ್ವದೇಶಾಗಮನ, ವಧು,ವರರ ಅನ್ವೇಷಣೆ ಜಾಹೀರಾತುಗಳು, ಜೋತಿಷ್ಯ, ಶ್ರದ್ಧಾಂಜಲಿ, ಪುಣ್ಯ ತಿಥಿ, ಅಭಿನಂದನೆಗಳು, ಹಬ್ಬದ ಮತ್ತು ಅನೇಕ ಭಾವನಾತ್ಮಕ ಶುಭಾಶಯಗಳು, ಬೇಕಾಗಿದ್ದಾರೆ, ಮಾರಾಟ, ಬಾಡಿಗೆ, ಇತ್ಯಾದಿಗಳಿಗೆ (1251, 504, 1495, 575)
story-paragraph: ಕೊಪ್ಪಳ : ಅಪ್ರಾಪ್ತ ವಯಸ್ಸಿನ ಬಾಲಕಿಯ ಮೇಲೆ ಅತ್ಯಾಚಾರ ಎಸಗಿದ ಕೊಪ್ಪಳ ನಗರದ ಬೇಲ್ದಾರ ಕಾಲೋನಿ ನಿವಾಸಿ ಮಾರುತಿ ಬೋಚನಹಳ್ಳಿ ಇತನ ಮೇಲಿನ ಆರೋಪ ಸಾಭಿತಾಗಿದೆ ಎಂದು ಹೆಚ್ಚುವರಿ ಜಿಲ್ಲಾ ಹಾಗೂ ಸತ್ರ ನ್ಯಾಯಾಧೀಶರು ಮತ್ತು ಕೊಪ್ಪಳ ತ್ವರಿತ ವಿಲೇವಾರಿ (ಪೋಕ್ಸೊ) ನ್ಯಾಯಾಲಯದ ನ್ಯಾಯಾಧೀಶರು ಆರೋಪಿಗೆ ಶಿಕ್ಷೆ ವಿಧಿಸಿರುತ್ತಾರೆ. (767, 1516, 1226, 1564)
story-paragraph: ಅರ್ಜಿ ಸಲ್ಲಿಸಲು ರೇಷ್ಮೆ ಬೆಳೆಗಾರರು ಕನಿಷ್ಠ 1 ಎಕರೆ ಹಿಪ್ಪುನೇರಳೆ ವಿಸ್ತೀರ್ಣ ಹೊಂದಿರಬೇಕು. ಪ್ರತಿ ಕ್ವಿಂಟಲ್ ನಷ್ಟು ಸಾಕಾಣಿಕೆ ಮನೆ ಹೊಂದಿರಬೇಕು. ಪ್ರಶಸ್ತಿಗೆ ಅರ್ಜಿದಾರರು 100 ಮೊಟ್ಟೆಗೆ ಸರಾಸರಿ 65 ಕೆಜಿಗೆ ಕಡಿಮೆ ಇಲ್ಲದಂತೆ ಇಳುವರಿ ಪಡೆದಿರಬೇಕು. ರೇಷ್ಮೆ ಗೂಡಿನ ಇಳುವರಿ 65 ಕೆಜಿಗಿಂತ ಕಡಿಮೆ ಇರಬಾರದು ಹಾಗೂ ಒಂದು ಎಕರೆಗೆ ಗೂಡಿನ ಸರಾಸರಿ ಉತ್ಪಾದನೆ 500 ಕೆಜಿಗಳಿಗಿಂತ ಕಡಿಮೆ ಇರಬಾರದು. ರೇಷ್ಮೆ ಬೆಳೆಗಾರರನ್ನು ಪ್ರಶಸ್ತಿಗೆ ಆಯ್ಕೆ ಮಾಡುವ ಪ್ರಕ್ರಿಯೆಯಲ್ಲಿ ಪ್ರತಿ ಎಕರೆಗೆ ಚಾಕಿ ಮಾಡಿದ ಮೊಟ್ಟೆಗಳ ಪ್ರಮಾಣ, ಸರಾಸರಿ ಇಳುವರಿ ಹಾಗೂ ಉತ್ಪಾದಿಸಿದ ರೇಷ್ಮೆ ಗೂಡಿನ ಪ್ರಮಾಣದ ಆಧಾರದ ಮೇಲೆ ಪ್ರಶಸ್ತಿಗೆ ರೇಷ್ಮೆ ಬೆಳೆಗಾರರನ್ನು ಆಯ್ಕೆ ಮಾಡಲಾಗುವುದು. ರೇಷ್ಮೆ ಹುಳು ಸಾಕಾಣಿಕೆ ಬಗ್ಗೆ ಮಾಹಿತಿಯನ್ನು ಸಹ ಸಲ್ಲಿಸಬೇಕು. (767, 977, 1226, 1094)
story-paragraph: ಕೊಪ್ಪಳ : ರೇಷ್ಮೆ ಇಲಾಖೆ ವತಿಯಿಂದ 2023-24 ಮತ್ತು 2024-25ನೇ ಸಾಲಿನ ಪ್ರಗತಿಪರ ರೇಷ್ಮೆ ಬೆಳೆಗಾರರಿಗೆ ಮತ್ತು ರೇಷ್ಮೆ ನೂಲು ಬಿಚ್ಚಾಣಿಕೆದಾರರಿಗೆ ರೇಷ್ಮೆ ಕೃಷಿ ಪ್ರಶಸ್ತಿಗಾಗಿ ಅರ್ಜಿ ಆಹ್ವಾನಿಸಲಾಗಿದೆ. (767, 875, 1226, 906)
story-tax-collection (767, 67, 1226, 489)
story-paragraph: ರೇಷ್ಮೆ ಬೆಳೆಗಾರರು ಈ ಪ್ರಶಸ್ತಿಗೆ ನಿಗದಿತ ನಮೂನೆಯನ್ನು ಹಾಗೂ ಭರ್ತಿ ಮಾಡಿದ ನಿಗದಿತ ಅರ್ಜಿಗಳನ್ನು ಸಂಬಂಧಿಸಿದ ರೇಷ್ಮೆ ವಿಸ್ತರಣಾಧಿಕಾರಿಗಳು, ತಾಂತ್ರಿಕ ಸೇವಾ ಕೇಂದ್ರ ಯಲಬುರ್ಗಾ, ಹನಮಸಾಗರ ಹಾಗೂ ಪ್ರಭಾರ ಅಧಿಕಾರಿಗಳು, ತಾಂತ್ರಿಕ ಸೇವಾ ಕೇಂದ್ರ, ಕೊಪ್ಪಳ (ಬಸಾಪುರ), ಗಂಗಾವತಿ ಅವರ ಕಚೇರಿಗೆ ಫೆಬ್ರವರಿ 6 ರೊಳಗಾಗಿ ಸಲ್ಲಿಸಬೇಕು. (767, 1097, 1226, 1145)
issue-date: ಶನಿವಾರ 31-01-2026 (8, 8, 215, 35)
story-childrens-book-award (1241, 1380, 1505, 1953)
weather-min-value: 29 (1438, 908, 1451, 924)
whatsapp-label: ವಾಟ್ಸ್ ಆಫ್ ನಂ (1341, 767, 1406, 781)
ads-title: ಜಾಹೀರಾತುಗಳಿಗಾಗಿ (1295, 428, 1452, 458)
photo-person (469, 378, 524, 527)
photo-person (531, 374, 586, 527)
